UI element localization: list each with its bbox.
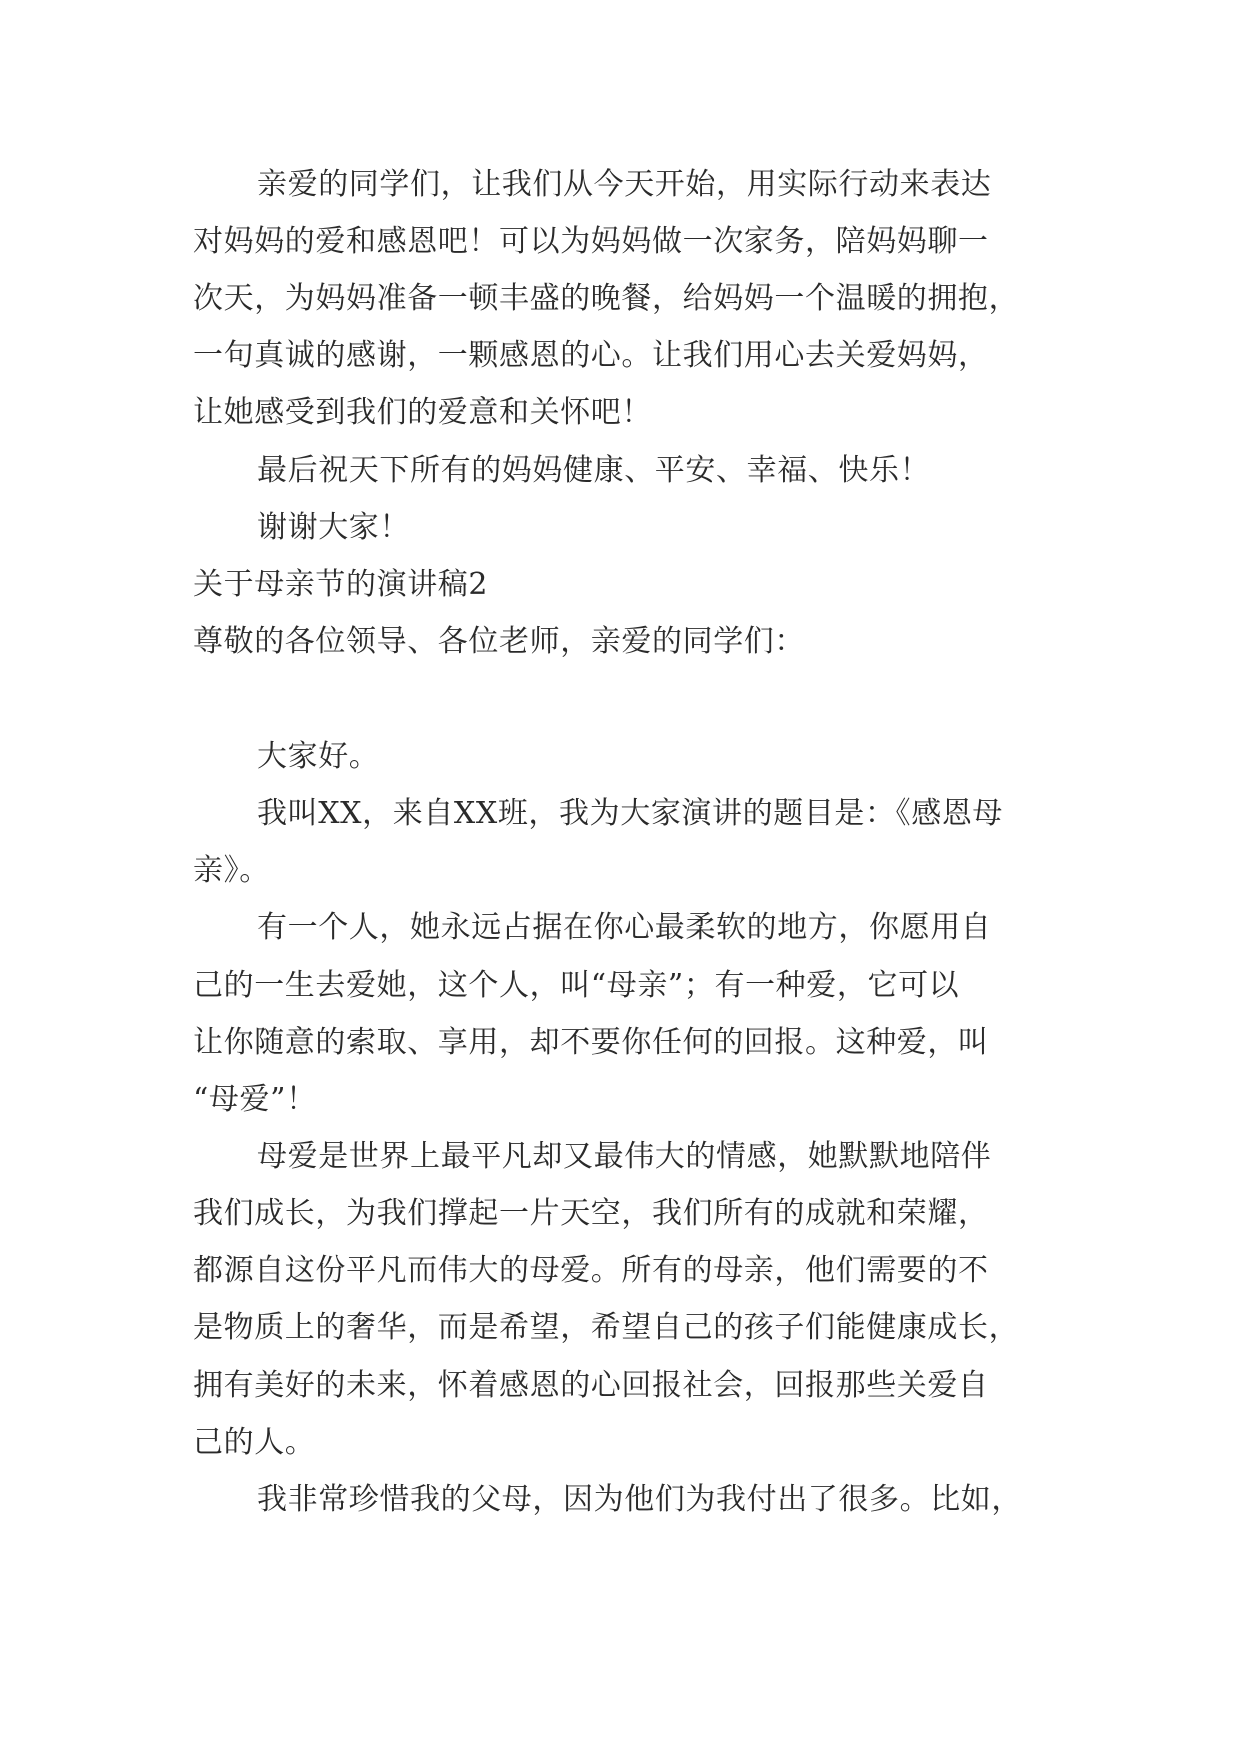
body-line: 是物质上的奢华，而是希望，希望自己的孩子们能健康成长， [193,1310,1020,1345]
body-line: 我叫XX，来自XX班，我为大家演讲的题目是：《感恩母 [257,796,1004,831]
body-line: 一句真诚的感谢，一颗感恩的心。让我们用心去关爱妈妈， [193,338,989,373]
body-line: 对妈妈的爱和感恩吧！可以为妈妈做一次家务，陪妈妈聊一 [193,224,989,259]
body-line: 次天，为妈妈准备一顿丰盛的晚餐，给妈妈一个温暖的拥抱， [193,281,1020,316]
body-line: 母爱是世界上最平凡却又最伟大的情感，她默默地陪伴 [257,1139,992,1174]
body-line: 我非常珍惜我的父母，因为他们为我付出了很多。比如， [257,1482,1022,1517]
body-line: 己的人。 [193,1425,316,1460]
body-line: “母爱”！ [193,1082,317,1117]
body-line: 拥有美好的未来，怀着感恩的心回报社会，回报那些关爱自 [193,1368,989,1403]
body-line: 谢谢大家！ [257,510,410,545]
body-line: 亲爱的同学们，让我们从今天开始，用实际行动来表达 [257,167,992,202]
body-line: 己的一生去爱她，这个人，叫“母亲”；有一种爱，它可以 [193,968,960,1003]
body-line: 都源自这份平凡而伟大的母爱。所有的母亲，他们需要的不 [193,1253,989,1288]
body-line: 大家好。 [257,739,380,774]
salutation: 尊敬的各位领导、各位老师，亲爱的同学们： [193,624,805,659]
body-line: 让她感受到我们的爱意和关怀吧！ [193,395,652,430]
body-line: 最后祝天下所有的妈妈健康、平安、幸福、快乐！ [257,453,931,488]
body-line: 我们成长，为我们撑起一片天空，我们所有的成就和荣耀， [193,1196,989,1231]
body-line: 有一个人，她永远占据在你心最柔软的地方，你愿用自 [257,910,992,945]
body-line: 亲》。 [193,853,270,888]
section-title: 关于母亲节的演讲稿2 [193,567,489,602]
body-line: 让你随意的索取、享用，却不要你任何的回报。这种爱，叫 [193,1025,989,1060]
